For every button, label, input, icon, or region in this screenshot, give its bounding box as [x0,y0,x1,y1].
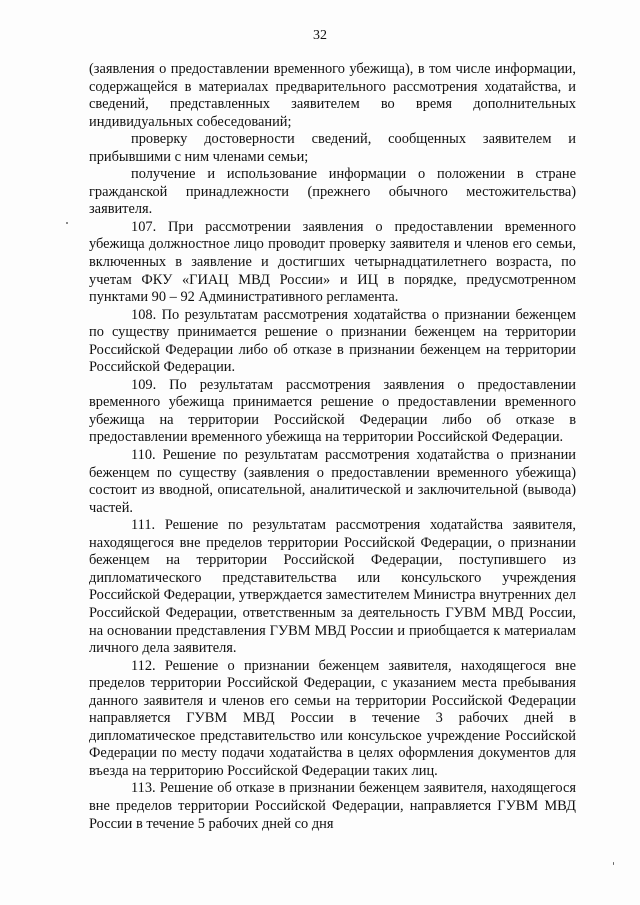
paragraph-109: 109. По результатам рассмотрения заявления о предоставлении временного убежища принимается решение о предоставлении временного убежища на территории Российской Федерации либо об отказе в предоставлении временного убежища на территории Российской Федерации. [89,376,576,446]
scan-speck [66,222,68,224]
paragraph-country-info: получение и использование информации о положении в стране гражданской принадлежности (прежнего обычного местожительства) заявителя. [89,166,576,218]
paragraph-continuation: (заявления о предоставлении временного убежища), в том числе информации, содержащейся в материалах предварительного рассмотрения ходатайства, и сведений, представленных заявителем во время дополнительных индивидуальных собеседований; [89,61,576,130]
paragraph-108: 108. По результатам рассмотрения ходатайства о признании беженцем по существу принимается решение о признании беженцем на территории Российской Федерации либо об отказе в признании беженцем на территории Российской Федерации. [89,306,576,376]
paragraph-107: 107. При рассмотрении заявления о предоставлении временного убежища должностное лицо проводит проверку заявителя и членов его семьи, включенных в заявление и достигших четырнадцатилетнего возраста, по учетам ФКУ «ГИАЦ МВД России» и ИЦ в порядке, предусмотренном пунктами 90 – 92 Административного регламента. [89,218,576,306]
document-body [89,61,576,833]
paragraph-110: 110. Решение по результатам рассмотрения ходатайства о признании беженцем по существу (заявления о предоставлении временного убежища) состоит из вводной, описательной, аналитической и заключительной (вывода) частей. [89,447,576,516]
paragraph-111: 111. Решение по результатам рассмотрения ходатайства заявителя, находящегося вне пределов территории Российской Федерации, о признании беженцем на территории Российской Федерации, поступившего из дипломатического представительства или консульского учреждения Российской Федерации, утверждается заместителем Министра внутренних дел Российской Федерации, ответственным за деятельность ГУВМ МВД России, на основании представления ГУВМ МВД России и приобщается к материалам личного дела заявителя. [89,517,576,657]
paragraph-113: 113. Решение об отказе в признании беженцем заявителя, находящегося вне пределов территории Российской Федерации, направляется ГУВМ МВД России в течение 5 рабочих дней со дня [89,780,576,832]
scan-speck [613,862,614,865]
paragraph-verification: проверку достоверности сведений, сообщенных заявителем и прибывшими с ним членами семьи; [89,131,576,165]
paragraph-112: 112. Решение о признании беженцем заявителя, находящегося вне пределов территории Российской Федерации, с указанием места пребывания данного заявителя и членов его семьи на территории Российской Федерации направляется ГУВМ МВД России в течение 3 рабочих дней в дипломатическое представительство или консульское учреждение Российской Федерации по месту подачи ходатайства в целях оформления документов для въезда на территорию Российской Федерации таких лиц. [89,657,576,779]
page-number: 32 [313,28,327,43]
